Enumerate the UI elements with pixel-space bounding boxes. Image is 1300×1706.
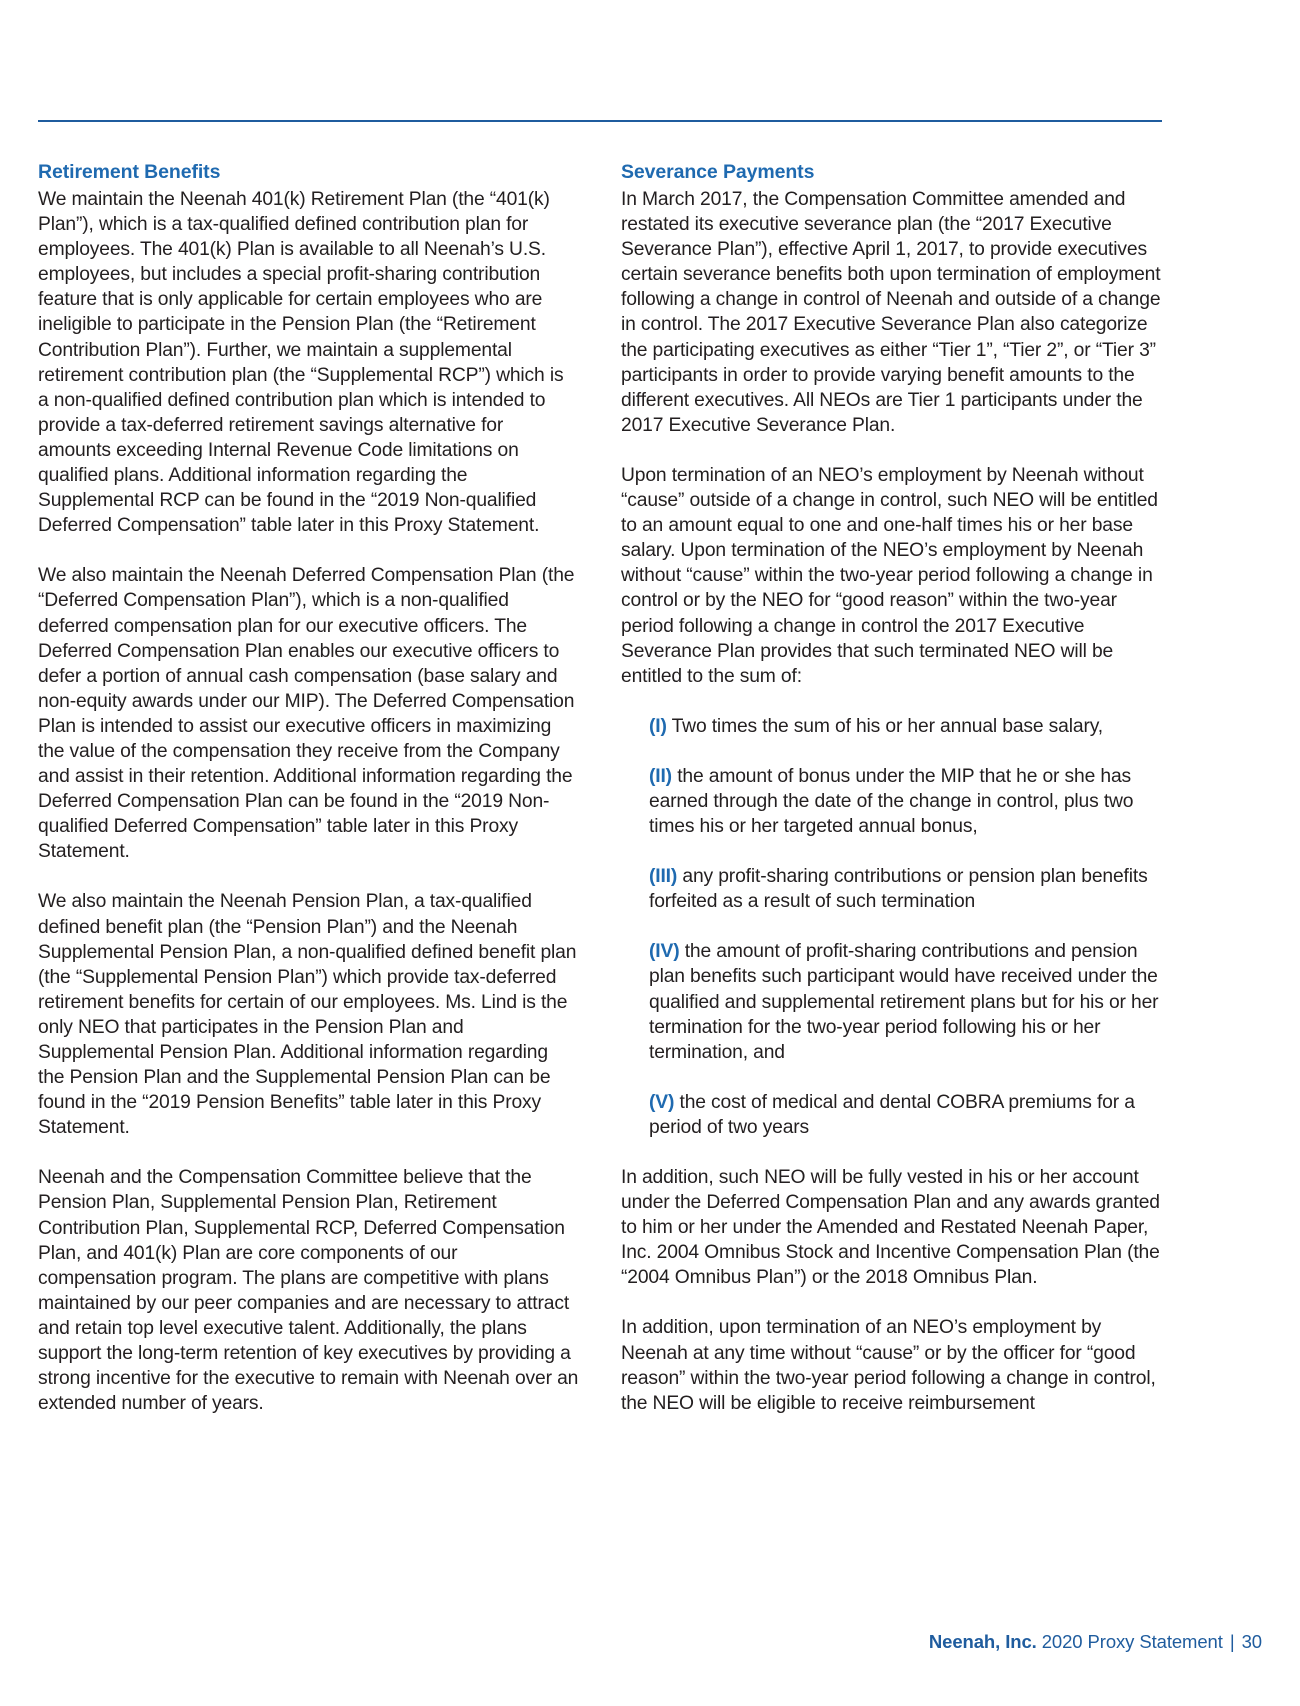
list-item-text: the amount of profit-sharing contributions and pension plan benefits such participant would have received under the qualified and supplemental retirement plans but for his or her termination for the two-year period following his or her termination, and (649, 941, 1159, 1063)
list-item (621, 1090, 1162, 1140)
paragraph: Neenah and the Compensation Committee believe that the Pension Plan, Supplemental Pension Plan, Retirement Contribution Plan, Supplemental RCP, Deferred Compensation Plan, and 401(k) Plan are core components of our compensation program. The plans are competitive with plans maintained by our peer companies and are necessary to attract and retain top level executive talent. Additionally, the plans support the long-term retention of key executives by providing a strong incentive for the executive to remain with Neenah over an extended number of years. (38, 1167, 579, 1415)
list-item (621, 939, 1162, 1064)
page-footer (38, 1630, 1262, 1654)
paragraph: We also maintain the Neenah Deferred Compensation Plan (the “Deferred Compensation Plan”), which is a non-qualified deferred compensation plan for our executive officers. The Deferred Compensation Plan enables our executive officers to defer a portion of annual cash compensation (base salary and non-equity awards under our MIP). The Deferred Compensation Plan is intended to assist our executive officers in maximizing the value of the compensation they receive from the Company and assist in their retention. Additional information regarding the Deferred Compensation Plan can be found in the “2019 Non-qualified Deferred Compensation” table later in this Proxy Statement. (38, 565, 575, 863)
list-item (621, 714, 1162, 739)
list-item (621, 864, 1162, 914)
header-divider-rule (38, 120, 1162, 122)
list-item (621, 764, 1162, 839)
footer-document-title: 2020 Proxy Statement (1041, 1631, 1223, 1652)
paragraph: Upon termination of an NEO’s employment by Neenah without “cause” outside of a change in control, such NEO will be entitled to an amount equal to one and one-half times his or her base salary. Upon termination of the NEO’s employment by Neenah without “cause” within the two-year period following a change in control or by the NEO for “good reason” within the two-year period following a change in control the 2017 Executive Severance Plan provides that such terminated NEO will be entitled to the sum of: (621, 464, 1158, 687)
footer-brand: Neenah, Inc. (928, 1631, 1037, 1652)
list-item-text: the amount of bonus under the MIP that he or she has earned through the date of the change in control, plus two times his or her targeted annual bonus, (649, 765, 1134, 838)
list-item-text: Two times the sum of his or her annual base salary, (671, 715, 1103, 737)
list-item-marker: (II) (649, 765, 672, 787)
paragraph: We maintain the Neenah 401(k) Retirement Plan (the “401(k) Plan”), which is a tax-qualified defined contribution plan for employees. The 401(k) Plan is available to all Neenah’s U.S. employees, but includes a special profit-sharing contribution feature that is only applicable for certain employees who are ineligible to participate in the Pension Plan (the “Retirement Contribution Plan”). Further, we maintain a supplemental retirement contribution plan (the “Supplemental RCP”) which is a non-qualified defined contribution plan which is intended to provide a tax-deferred retirement savings alternative for amounts exceeding Internal Revenue Code limitations on qualified plans. Additional information regarding the Supplemental RCP can be found in the “2019 Non-qualified Deferred Compensation” table later in this Proxy Statement. (38, 189, 564, 537)
list-item-marker: (V) (649, 1091, 675, 1113)
footer-page-number: 30 (1241, 1631, 1262, 1652)
list-item-text: any profit-sharing contributions or pension plan benefits forfeited as a result of such termination (649, 866, 1148, 913)
list-item-marker: (III) (649, 866, 678, 888)
paragraph: In March 2017, the Compensation Committee amended and restated its executive severance plan (the “2017 Executive Severance Plan”), effective April 1, 2017, to provide executives certain severance benefits both upon termination of employment following a change in control of Neenah and outside of a change in control. The 2017 Executive Severance Plan also categorize the participating executives as either “Tier 1”, “Tier 2”, or “Tier 3” participants in order to provide varying benefit amounts to the different executives. All NEOs are Tier 1 participants under the 2017 Executive Severance Plan. (621, 189, 1161, 436)
paragraph: In addition, upon termination of an NEO’s employment by Neenah at any time without “cause” or by the officer for “good reason” within the two-year period following a change in control, the NEO will be eligible to receive reimbursement (621, 1317, 1156, 1414)
list-item-text: the cost of medical and dental COBRA premiums for a period of two years (649, 1091, 1135, 1138)
paragraph: In addition, such NEO will be fully vested in his or her account under the Deferred Compensation Plan and any awards granted to him or her under the Amended and Restated Neenah Paper, Inc. 2004 Omnibus Stock and Incentive Compensation Plan (the “2004 Omnibus Plan”) or the 2018 Omnibus Plan. (621, 1167, 1160, 1289)
paragraph: We also maintain the Neenah Pension Plan, a tax-qualified defined benefit plan (the “Pension Plan”) and the Neenah Supplemental Pension Plan, a non-qualified defined benefit plan (the “Supplemental Pension Plan”) which provide tax-deferred retirement benefits for certain of our employees. Ms. Lind is the only NEO that participates in the Pension Plan and Supplemental Pension Plan. Additional information regarding the Pension Plan and the Supplemental Pension Plan can be found in the “2019 Pension Benefits” table later in this Proxy Statement. (38, 891, 577, 1139)
section-heading-retirement-benefits: Retirement Benefits (38, 161, 221, 183)
list-item-marker: (IV) (649, 941, 680, 963)
left-column (38, 160, 579, 1441)
list-item-marker: (I) (649, 715, 667, 737)
right-column (621, 160, 1162, 1441)
two-column-body (38, 160, 1162, 1441)
section-heading-severance-payments: Severance Payments (621, 161, 815, 183)
footer-separator: | (1229, 1631, 1235, 1652)
